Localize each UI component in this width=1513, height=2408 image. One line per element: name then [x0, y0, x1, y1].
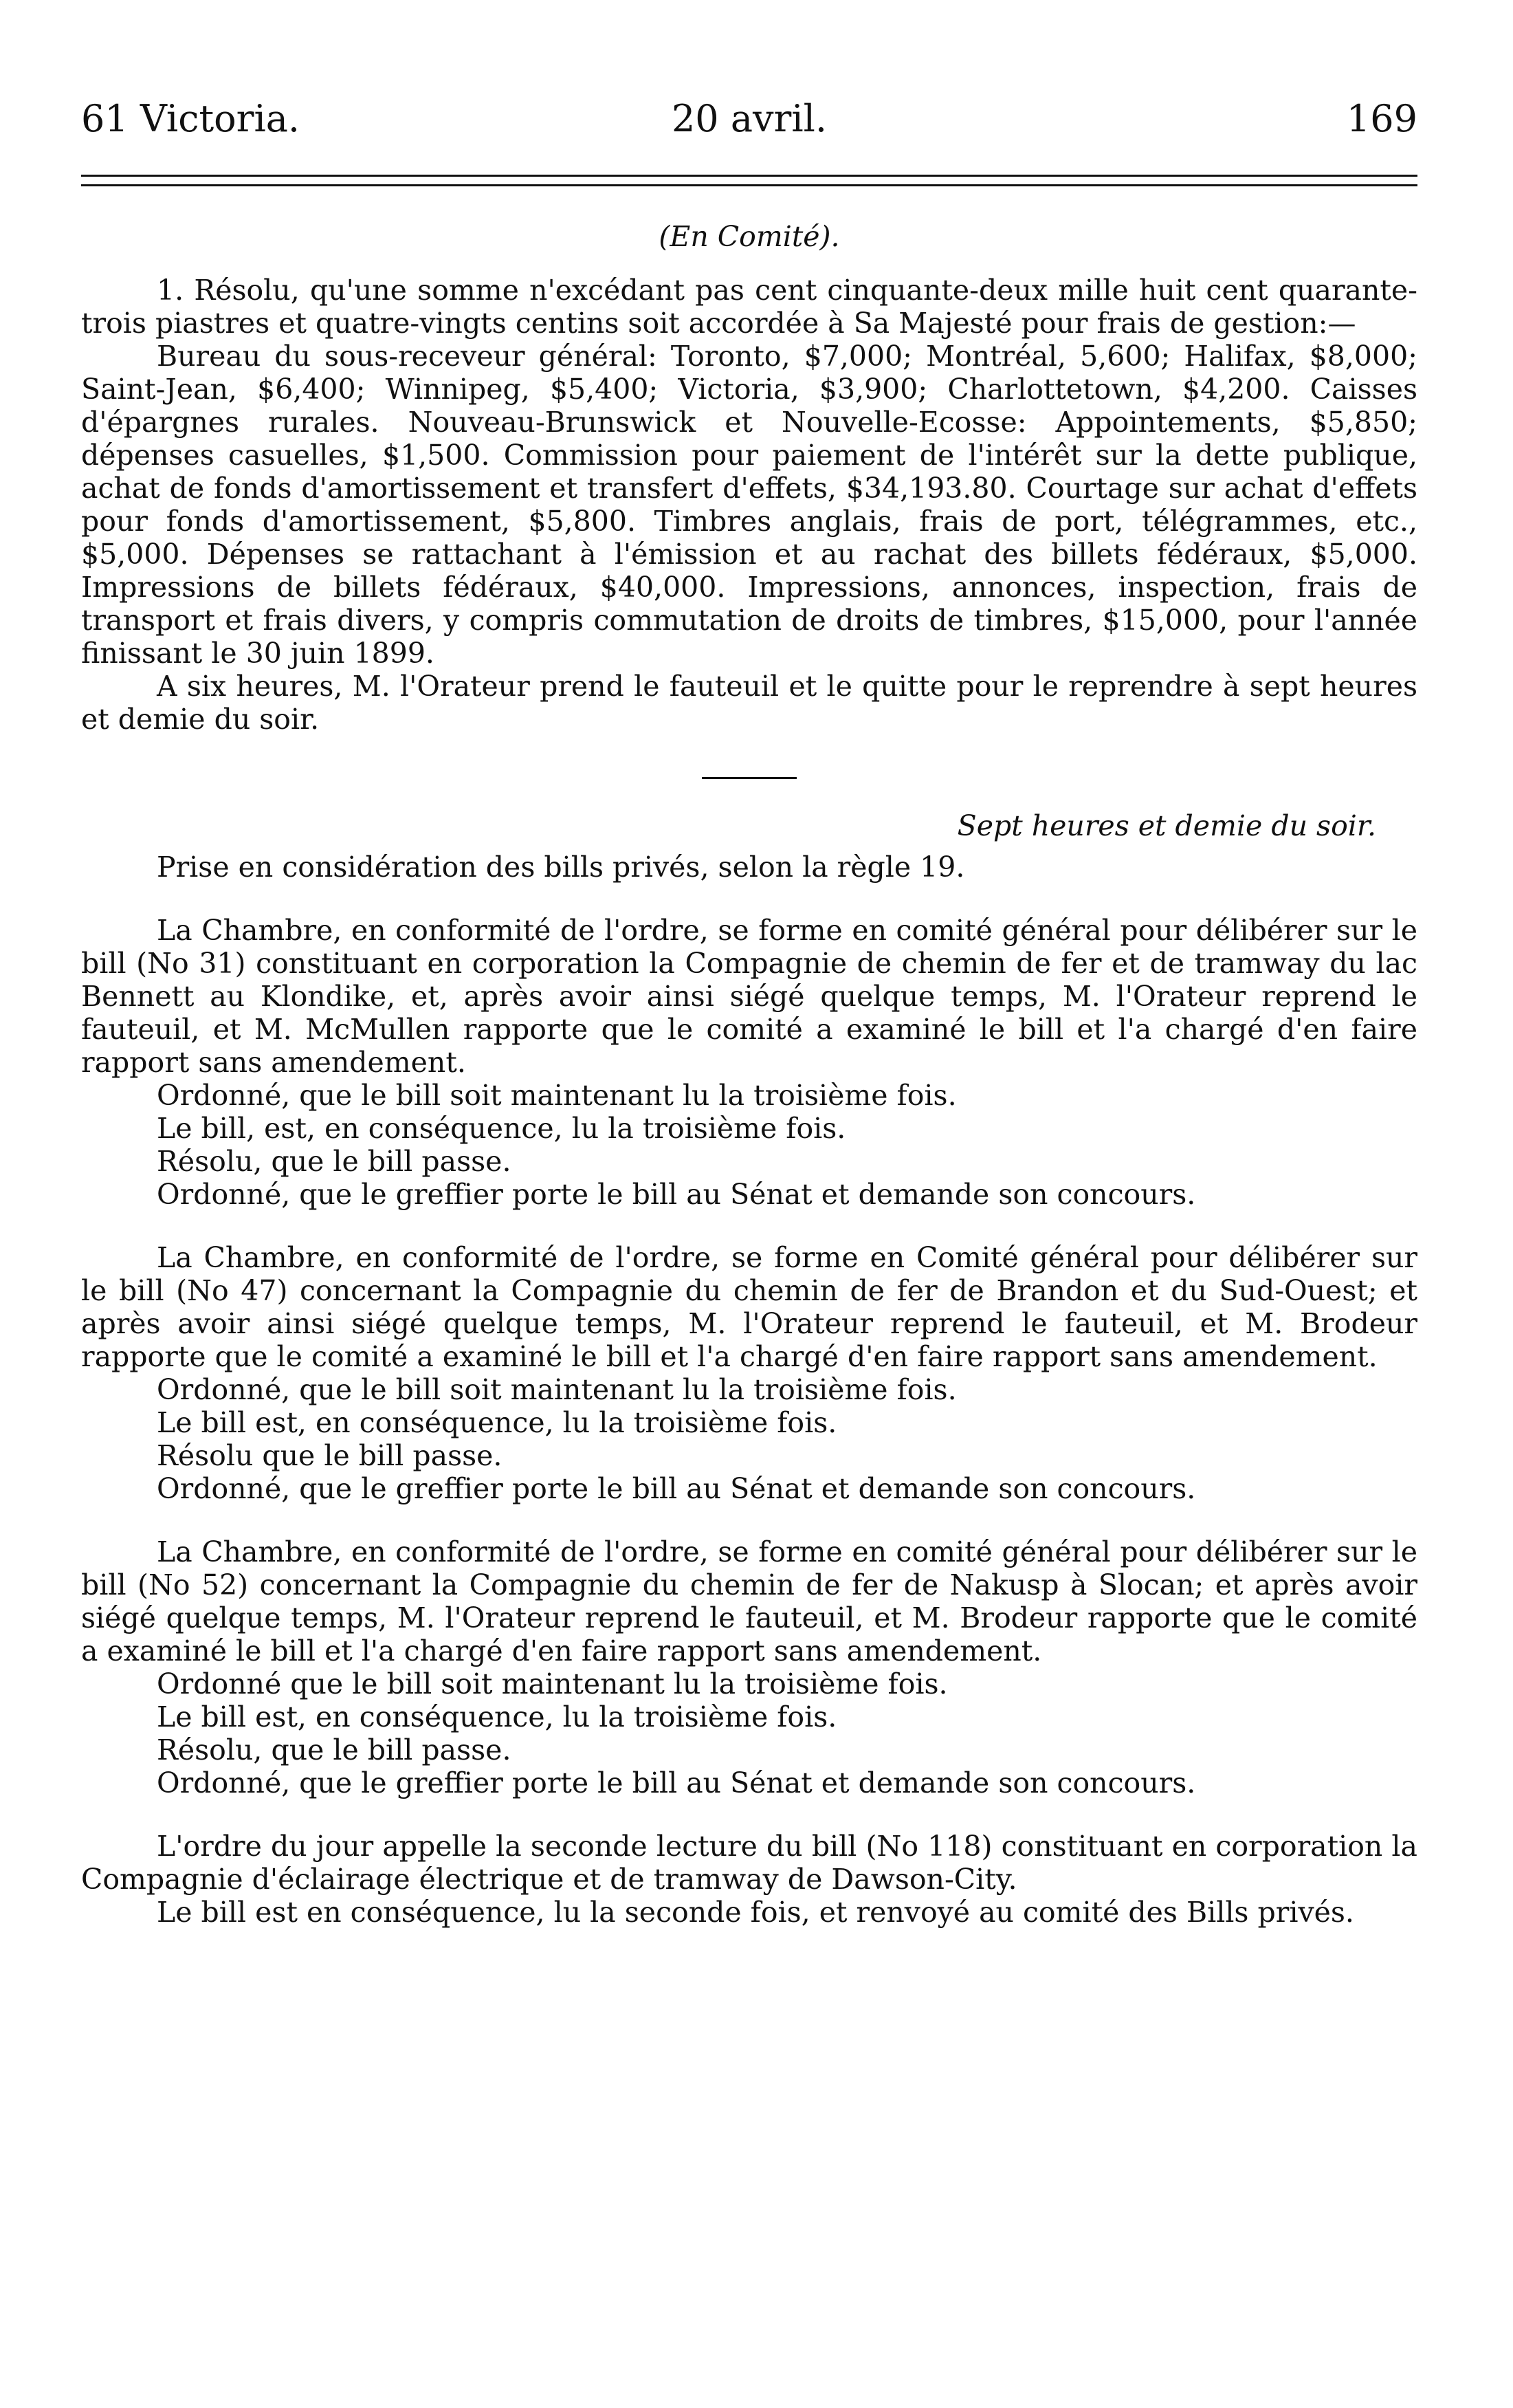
bill-31-paragraph: La Chambre, en conformité de l'ordre, se forme en comité général pour délibérer sur le bill (No 31) constituant en corporation la Compagnie de chemin de fer et de tramway du lac Bennett au Klondike, et, après avoir ainsi siégé quelque temps, M. l'Orateur reprend le fauteuil, et M. McMullen rapporte que le comité a examiné le bill et l'a chargé d'en faire rapport sans amendement. — [81, 914, 1417, 1079]
bill-47-line: Le bill est, en conséquence, lu la troisième fois. — [157, 1406, 837, 1439]
bill-52-line: Résolu, que le bill passe. — [157, 1733, 511, 1766]
header-rule-top — [81, 175, 1417, 177]
bill-31-line: Le bill, est, en conséquence, lu la troisième fois. — [157, 1112, 846, 1145]
bill-47-line: Ordonné, que le bill soit maintenant lu la troisième fois. — [157, 1373, 957, 1406]
header-date: 20 avril. — [671, 97, 828, 140]
bill-52-paragraph: La Chambre, en conformité de l'ordre, se forme en comité général pour délibérer sur le bill (No 52) concernant la Compagnie du chemin de fer de Nakusp à Slocan; et après avoir siégé quelque temps, M. l'Orateur reprend le fauteuil, et M. Brodeur rapporte que le comité a examiné le bill et l'a chargé d'en faire rapport sans amendement. — [81, 1535, 1417, 1667]
bill-31-line: Résolu, que le bill passe. — [157, 1145, 511, 1178]
header-rule-bottom — [81, 184, 1417, 186]
page-header — [81, 95, 1417, 143]
private-bills-paragraph: Prise en considération des bills privés, selon la règle 19. — [157, 851, 965, 884]
bill-31-line: Ordonné, que le bill soit maintenant lu la troisième fois. — [157, 1079, 957, 1112]
section-title: (En Comité). — [659, 220, 840, 253]
bill-118-paragraph: L'ordre du jour appelle la seconde lecture du bill (No 118) constituant en corporation la Compagnie d'éclairage électrique et de tramway de Dawson-City. — [81, 1830, 1417, 1896]
adjournment-paragraph: A six heures, M. l'Orateur prend le fauteuil et le quitte pour le reprendre à sept heures et demie du soir. — [81, 670, 1417, 736]
page-number: 169 — [1346, 97, 1417, 140]
page-body — [81, 220, 1417, 1929]
bill-52-line: Ordonné que le bill soit maintenant lu la troisième fois. — [157, 1667, 948, 1700]
evening-title: Sept heures et demie du soir. — [957, 809, 1376, 842]
resolution-paragraph: 1. Résolu, qu'une somme n'excédant pas cent cinquante-deux mille huit cent quarante-trois piastres et quatre-vingts centins soit accordée à Sa Majesté pour frais de gestion:— — [81, 274, 1417, 340]
section-divider — [702, 777, 797, 779]
bill-31-line: Ordonné, que le greffier porte le bill au Sénat et demande son concours. — [157, 1178, 1196, 1211]
resolution-details: Bureau du sous-receveur général: Toronto, $7,000; Montréal, 5,600; Halifax, $8,000; Saint-Jean, $6,400; Winnipeg, $5,400; Victoria, $3,900; Charlottetown, $4,200. Caisses d'épargnes rurales. Nouveau-Brunswick et Nouvelle-Ecosse: Appointements, $5,850; dépenses casuelles, $1,500. Commission pour paiement de l'intérêt sur la dette publique, achat de fonds d'amortissement et transfert d'effets, $34,193.80. Courtage sur achat d'effets pour fonds d'amortissement, $5,800. Timbres anglais, frais de port, télégrammes, etc., $5,000. Dépenses se rattachant à l'émission et au rachat des billets fédéraux, $5,000. Impressions de billets fédéraux, $40,000. Impressions, annonces, inspection, frais de transport et frais divers, y compris commutation de droits de timbres, $15,000, pour l'année finissant le 30 juin 1899. — [81, 340, 1417, 670]
bill-52-line: Ordonné, que le greffier porte le bill au Sénat et demande son concours. — [157, 1766, 1196, 1799]
header-session: 61 Victoria. — [81, 97, 300, 140]
bill-47-paragraph: La Chambre, en conformité de l'ordre, se forme en Comité général pour délibérer sur le bill (No 47) concernant la Compagnie du chemin de fer de Brandon et du Sud-Ouest; et après avoir ainsi siégé quelque temps, M. l'Orateur reprend le fauteuil, et M. Brodeur rapporte que le comité a examiné le bill et l'a chargé d'en faire rapport sans amendement. — [81, 1241, 1417, 1373]
bill-118-referral: Le bill est en conséquence, lu la seconde fois, et renvoyé au comité des Bills privés. — [157, 1896, 1354, 1929]
bill-52-line: Le bill est, en conséquence, lu la troisième fois. — [157, 1700, 837, 1733]
bill-47-line: Résolu que le bill passe. — [157, 1439, 503, 1472]
bill-47-line: Ordonné, que le greffier porte le bill au Sénat et demande son concours. — [157, 1472, 1196, 1505]
